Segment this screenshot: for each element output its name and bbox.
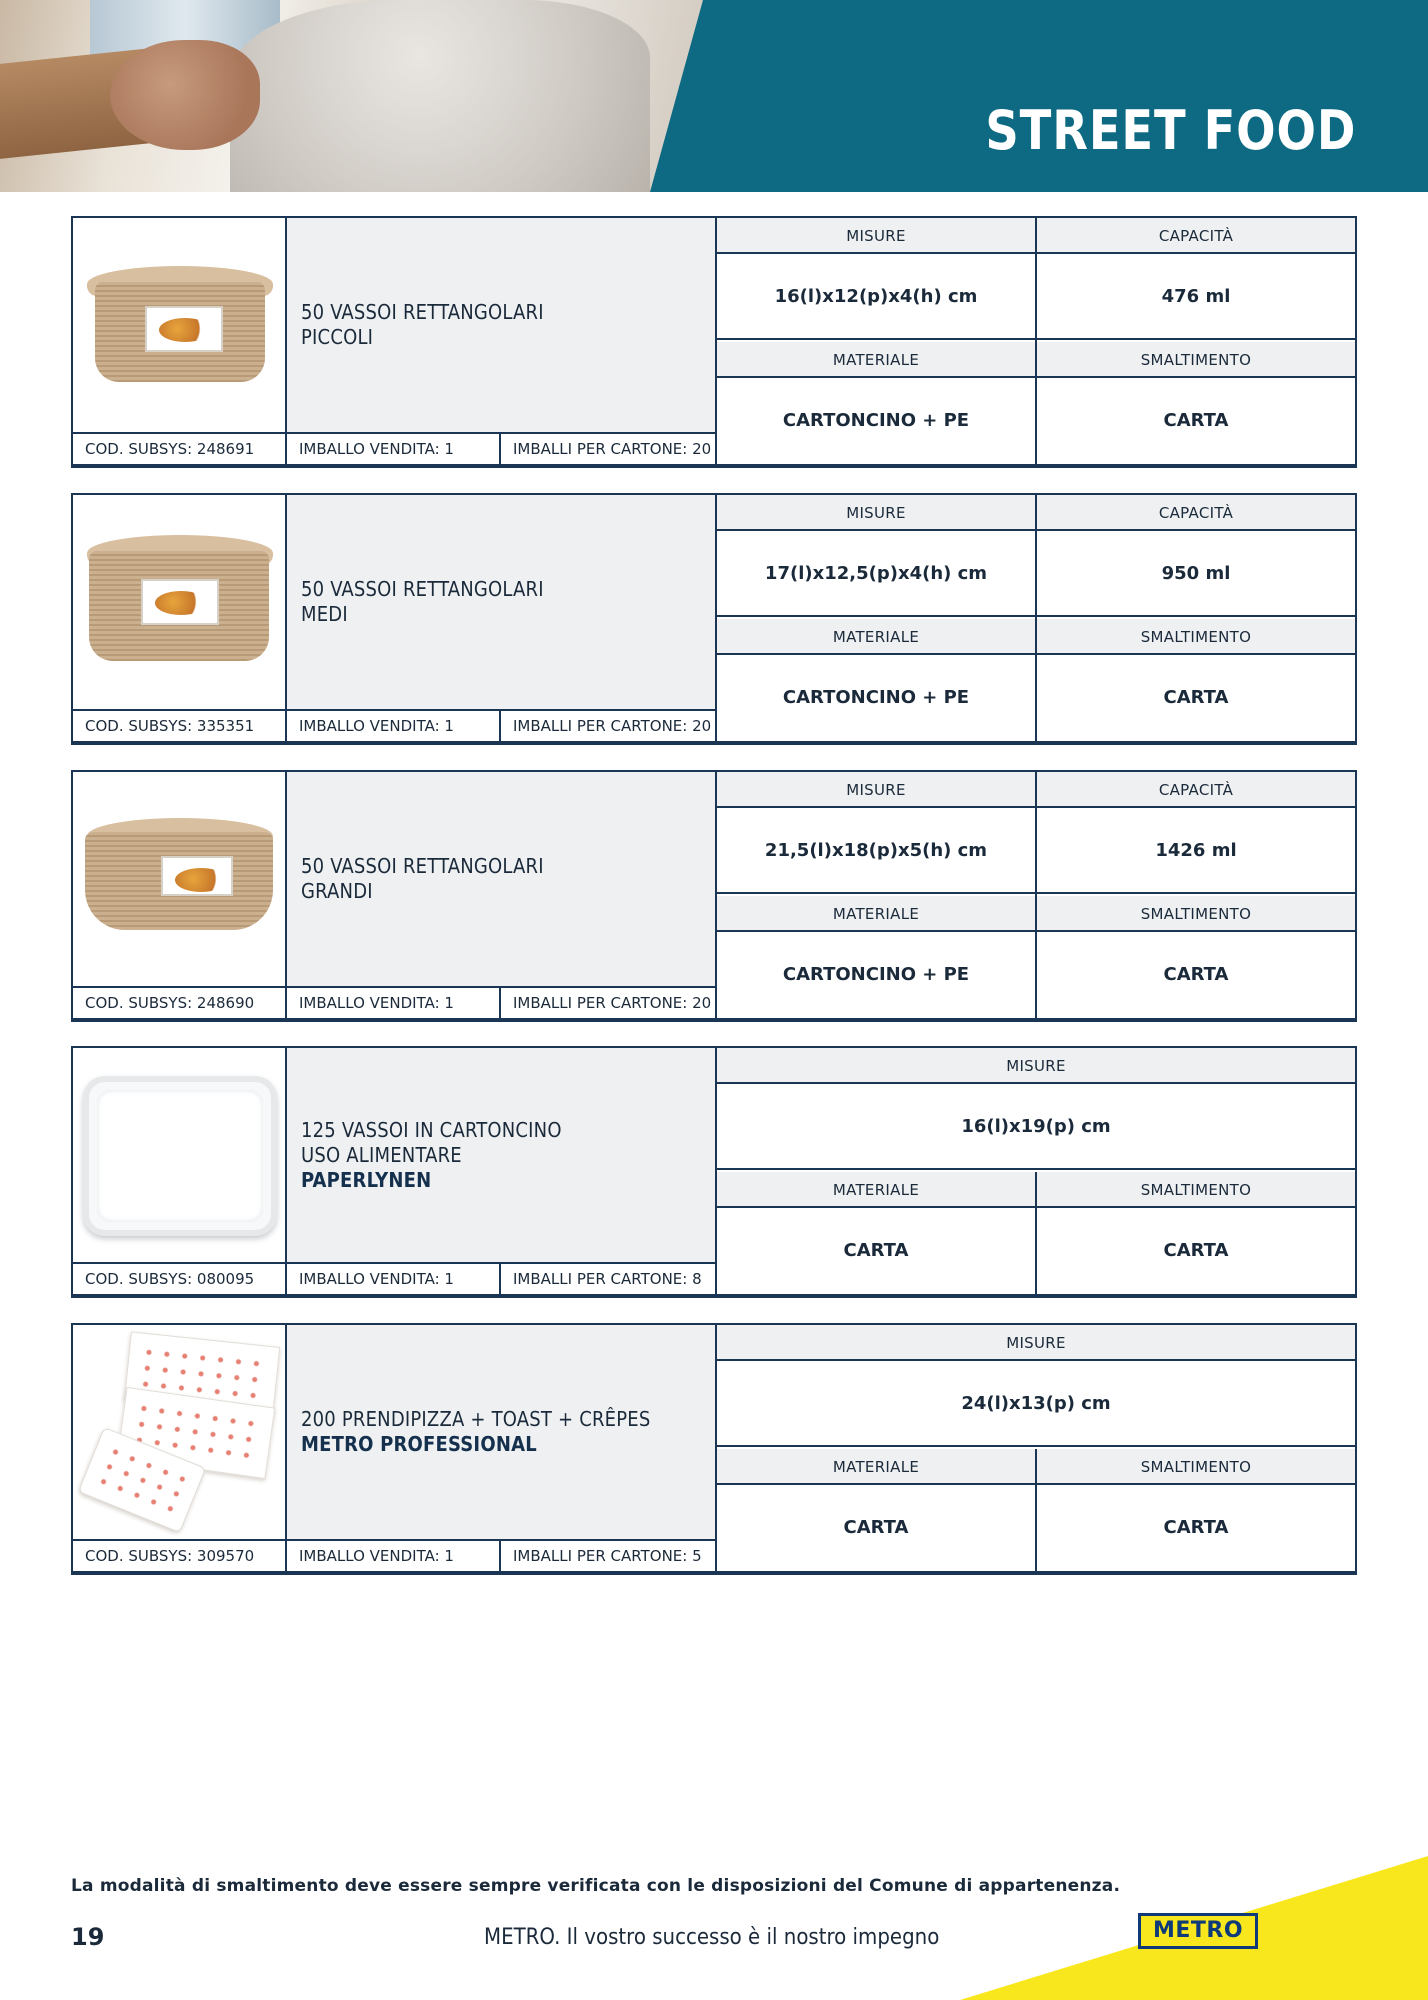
page-header xyxy=(0,0,1428,192)
product-name-line: 50 VASSOI RETTANGOLARI xyxy=(301,300,544,324)
header-band xyxy=(650,0,1428,192)
spec-smaltimento: CARTA xyxy=(1163,1517,1229,1538)
spec-header-misure: MISURE xyxy=(717,218,1035,254)
spec-materiale: CARTA xyxy=(843,1240,909,1261)
product-name-line: 125 VASSOI IN CARTONCINO xyxy=(301,1118,562,1142)
product-card xyxy=(71,1323,1357,1575)
spec-materiale: CARTONCINO + PE xyxy=(782,687,970,708)
code-row xyxy=(73,709,717,741)
product-brand: METRO PROFESSIONAL xyxy=(301,1432,537,1456)
spec-header-materiale: MATERIALE xyxy=(717,1449,1035,1485)
code-row xyxy=(73,432,717,464)
sale-pack: IMBALLO VENDITA: 1 xyxy=(287,1541,501,1571)
product-code: COD. SUBSYS: 080095 xyxy=(73,1264,287,1294)
spec-misure: 16(l)x19(p) cm xyxy=(717,1084,1355,1170)
spec-capacita: 476 ml xyxy=(1037,254,1355,340)
spec-header-misure: MISURE xyxy=(717,772,1035,808)
product-code: COD. SUBSYS: 248691 xyxy=(73,434,287,464)
packs-per-carton: IMBALLI PER CARTONE: 20 xyxy=(513,440,712,458)
product-name-line: USO ALIMENTARE xyxy=(301,1143,462,1167)
product-name-line: 200 PRENDIPIZZA + TOAST + CRÊPES xyxy=(301,1407,651,1431)
spec-table xyxy=(717,495,1355,741)
product-name-line: MEDI xyxy=(301,602,348,626)
product-image xyxy=(73,218,287,432)
spec-header-smaltimento: SMALTIMENTO xyxy=(1037,1172,1355,1208)
code-row xyxy=(73,1262,717,1294)
page-number: 19 xyxy=(71,1923,105,1951)
product-image xyxy=(73,1325,287,1539)
product-card xyxy=(71,770,1357,1022)
spec-misure: 24(l)x13(p) cm xyxy=(717,1361,1355,1447)
product-name-line: 50 VASSOI RETTANGOLARI xyxy=(301,854,544,878)
spec-table xyxy=(717,772,1355,1018)
spec-header-materiale: MATERIALE xyxy=(717,342,1035,378)
photo-person xyxy=(230,0,650,192)
spec-table xyxy=(717,218,1355,464)
spec-capacita: 950 ml xyxy=(1037,531,1355,617)
spec-header-smaltimento: SMALTIMENTO xyxy=(1037,1449,1355,1485)
spec-header-smaltimento: SMALTIMENTO xyxy=(1037,619,1355,655)
product-image xyxy=(73,495,287,709)
spec-header-capacita: CAPACITÀ xyxy=(1037,495,1355,531)
spec-materiale: CARTONCINO + PE xyxy=(782,964,970,985)
white-paper-tray xyxy=(83,1076,277,1236)
product-card xyxy=(71,1046,1357,1298)
spec-header-smaltimento: SMALTIMENTO xyxy=(1037,896,1355,932)
spec-capacita: 1426 ml xyxy=(1037,808,1355,894)
product-card xyxy=(71,216,1357,468)
spec-header-capacita: CAPACITÀ xyxy=(1037,772,1355,808)
spec-misure: 17(l)x12,5(p)x4(h) cm xyxy=(717,531,1035,617)
product-description xyxy=(287,218,717,432)
product-name-line: GRANDI xyxy=(301,879,373,903)
product-brand: PAPERLYNEN xyxy=(301,1168,432,1192)
spec-header-materiale: MATERIALE xyxy=(717,1172,1035,1208)
tray-label xyxy=(161,856,233,896)
page-title: STREET FOOD xyxy=(985,99,1356,162)
product-image xyxy=(73,772,287,986)
sale-pack: IMBALLO VENDITA: 1 xyxy=(287,711,501,741)
spec-header-misure: MISURE xyxy=(717,1048,1355,1084)
product-description xyxy=(287,495,717,709)
product-code: COD. SUBSYS: 248690 xyxy=(73,988,287,1018)
tray-label xyxy=(141,579,219,625)
product-description xyxy=(287,1325,717,1539)
tray-label xyxy=(145,306,223,352)
spec-smaltimento: CARTA xyxy=(1163,410,1229,431)
spec-header-materiale: MATERIALE xyxy=(717,896,1035,932)
spec-header-materiale: MATERIALE xyxy=(717,619,1035,655)
product-name-line: PICCOLI xyxy=(301,325,374,349)
spec-header-capacita: CAPACITÀ xyxy=(1037,218,1355,254)
code-row xyxy=(73,1539,717,1571)
product-description xyxy=(287,772,717,986)
spec-table xyxy=(717,1325,1355,1571)
product-code: COD. SUBSYS: 335351 xyxy=(73,711,287,741)
packs-per-carton: IMBALLI PER CARTONE: 20 xyxy=(513,717,712,735)
photo-hand xyxy=(110,40,260,150)
product-description xyxy=(287,1048,717,1262)
product-image xyxy=(73,1048,287,1262)
disposal-note: La modalità di smaltimento deve essere sempre verificata con le disposizioni del Comune di appartenenza. xyxy=(71,1876,1121,1896)
sale-pack: IMBALLO VENDITA: 1 xyxy=(287,1264,501,1294)
sale-pack: IMBALLO VENDITA: 1 xyxy=(287,434,501,464)
spec-smaltimento: CARTA xyxy=(1163,687,1229,708)
sale-pack: IMBALLO VENDITA: 1 xyxy=(287,988,501,1018)
tagline: METRO. Il vostro successo è il nostro impegno xyxy=(484,1925,940,1950)
packs-per-carton: IMBALLI PER CARTONE: 8 xyxy=(513,1270,702,1288)
spec-smaltimento: CARTA xyxy=(1163,964,1229,985)
spec-materiale: CARTONCINO + PE xyxy=(782,410,970,431)
spec-materiale: CARTA xyxy=(843,1517,909,1538)
metro-logo-text: METRO xyxy=(1141,1916,1255,1946)
product-code: COD. SUBSYS: 309570 xyxy=(73,1541,287,1571)
spec-table xyxy=(717,1048,1355,1294)
metro-logo xyxy=(1138,1913,1258,1949)
spec-smaltimento: CARTA xyxy=(1163,1240,1229,1261)
spec-misure: 16(l)x12(p)x4(h) cm xyxy=(717,254,1035,340)
street-food-photo xyxy=(0,0,720,192)
product-name-line: 50 VASSOI RETTANGOLARI xyxy=(301,577,544,601)
spec-header-misure: MISURE xyxy=(717,495,1035,531)
spec-misure: 21,5(l)x18(p)x5(h) cm xyxy=(717,808,1035,894)
spec-header-misure: MISURE xyxy=(717,1325,1355,1361)
code-row xyxy=(73,986,717,1018)
spec-header-smaltimento: SMALTIMENTO xyxy=(1037,342,1355,378)
packs-per-carton: IMBALLI PER CARTONE: 20 xyxy=(513,994,712,1012)
packs-per-carton: IMBALLI PER CARTONE: 5 xyxy=(513,1547,702,1565)
product-card xyxy=(71,493,1357,745)
